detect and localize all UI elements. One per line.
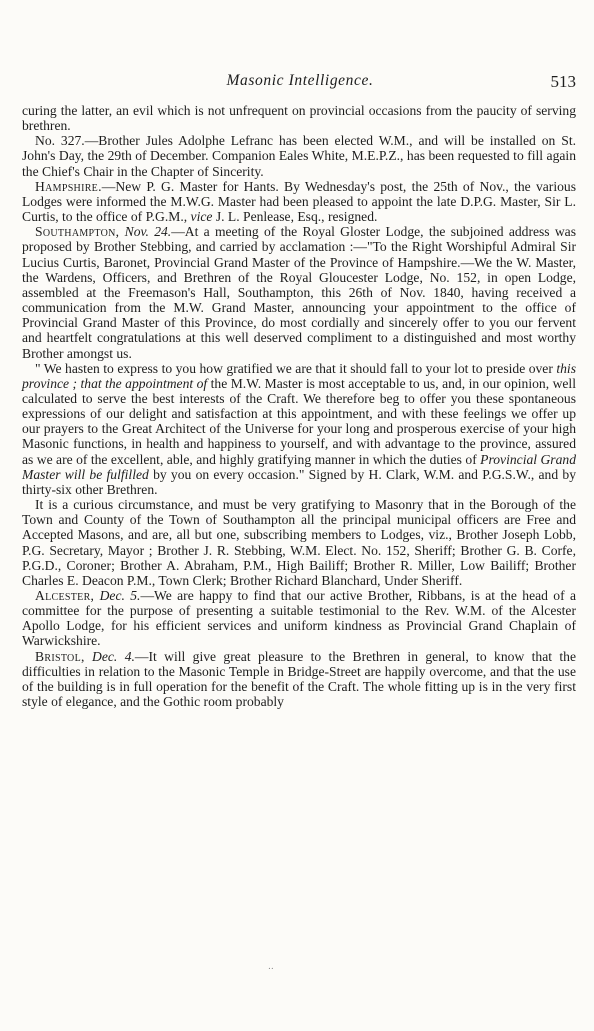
paragraph-address-quote [22, 361, 576, 497]
page-header [22, 72, 578, 96]
paragraph-officers [22, 497, 576, 588]
paragraph-text-b: the M.W. Master is most acceptable to us, and, in our opinion, well calculated to serve the best interests of the Craft. We therefore beg to offer you these spontaneous expressions of our delight and satisfaction at this appointment, and with these feelings we offer up our prayers to the Great Architect of the Universe for your long and prosperous exercise of your high Masonic functions, in health and happiness to yourself, and with advantage to the province, assured as we are of the excellent, able, and highly gratifying manner in which the duties of [22, 375, 576, 467]
paragraph-text: It is a curious circumstance, and must be very gratifying to Masonry that in the Borough of the Town and County of the Town of Southampton all the principal municipal officers are Free and Accepted Masons, and are, all but one, subscribing members to Lodges, viz., Brother Joseph Lobb, P.G. Secretary, Mayor ; Brother J. R. Stebbing, W.M. Elect. No. 152, Sheriff; Brother G. B. Corfe, P.G.D., Coroner; Brother A. Abraham, P.M., High Bailiff; Brother R. Miller, Low Bailiff; Brother Charles E. Deacon P.M., Town Clerk; Brother Richard Blanchard, Under Sheriff. [22, 497, 576, 588]
paragraph-text: —It will give great pleasure to the Brethren in general, to know that the difficulties in relation to the Masonic Temple in Bridge-Street are happily overcome, and that the use of the building is in full operation for the benefit of the Craft. The whole fitting up is in the very first style of elegance, and the Gothic room probably [22, 648, 576, 710]
date-heading: Dec. 4. [84, 648, 135, 664]
italic-phrase-b: Provincial Grand Master will be fulfilled [22, 451, 576, 482]
paragraph-alcester [22, 588, 576, 649]
paragraph-text: —New P. G. Master for Hants. By Wednesday's post, the 25th of Nov., the various Lodges were informed the M.W.G. Master had been pleased to appoint the late D.P.G. Master, Sir L. Curtis, to the office of P.G.M., [22, 178, 576, 225]
place-heading: Bristol, [35, 648, 85, 664]
paragraph-text: —At a meeting of the Royal Gloster Lodge, the subjoined address was proposed by Brother Stebbing, and carried by acclamation :—"To the Right Worshipful Admiral Sir Lucius Curtis, Baronet, Provincial Grand Master of the Province of Hampshire.—We the W. Master, the Wardens, Officers, and Brethren of the Royal Gloucester Lodge, No. 152, in open Lodge, assembled at the Freemason's Hall, Southampton, this 26th of Nov. 1840, having received a communication from the M.W. Grand Master, announcing your appointment to the office of Provincial Grand Master of this Province, do most cordially and sincerely offer to you our fervent and heartfelt congratulations at this well deserved compliment to a distinguished and most worthy Brother amongst us. [22, 224, 576, 361]
paragraph-bristol [22, 649, 576, 710]
date-heading: Dec. 5. [94, 588, 141, 603]
footer-mark: .. [268, 962, 274, 972]
place-heading: Southampton, [35, 224, 120, 240]
italic-vice: vice [190, 209, 213, 225]
paragraph-text-a: " We hasten to express to you how gratified we are that it should fall to your lot to preside over [35, 360, 557, 376]
running-title: Masonic Intelligence. [226, 72, 374, 89]
paragraph-text-c: by you on every occasion." Signed by H. Clark, W.M. and P.G.S.W., and by thirty-six other Brethren. [22, 466, 576, 497]
italic-phrase-a: this province ; that the appointment of [22, 360, 576, 391]
page-number: 513 [550, 72, 576, 91]
paragraph-southampton [22, 224, 576, 360]
date-heading: Nov. 24. [119, 224, 172, 240]
paragraph-text: —We are happy to find that our active Brother, Ribbans, is at the head of a committee for the purpose of presenting a suitable testimonial to the Rev. W.M. of the Alcester Apollo Lodge, for his efficient services and uniform kindness as Provincial Grand Chaplain of Warwickshire. [22, 588, 576, 649]
paragraph-continuation [22, 103, 576, 133]
paragraph-text-after: J. L. Penlease, Esq., resigned. [212, 209, 378, 225]
article-body [22, 103, 576, 709]
place-heading: Alcester, [35, 588, 95, 603]
paragraph-lodge-327 [22, 133, 576, 178]
place-heading: Hampshire. [35, 178, 102, 194]
paragraph-text: curing the latter, an evil which is not unfrequent on provincial occasions from the paucity of serving brethren. [22, 103, 576, 134]
paragraph-hampshire [22, 179, 576, 224]
paragraph-text: No. 327.—Brother Jules Adolphe Lefranc has been elected W.M., and will be installed on St. John's Day, the 29th of December. Companion Eales White, M.E.P.Z., has been requested to fill again the Chief's Chair in the Chapter of Sincerity. [22, 133, 576, 179]
